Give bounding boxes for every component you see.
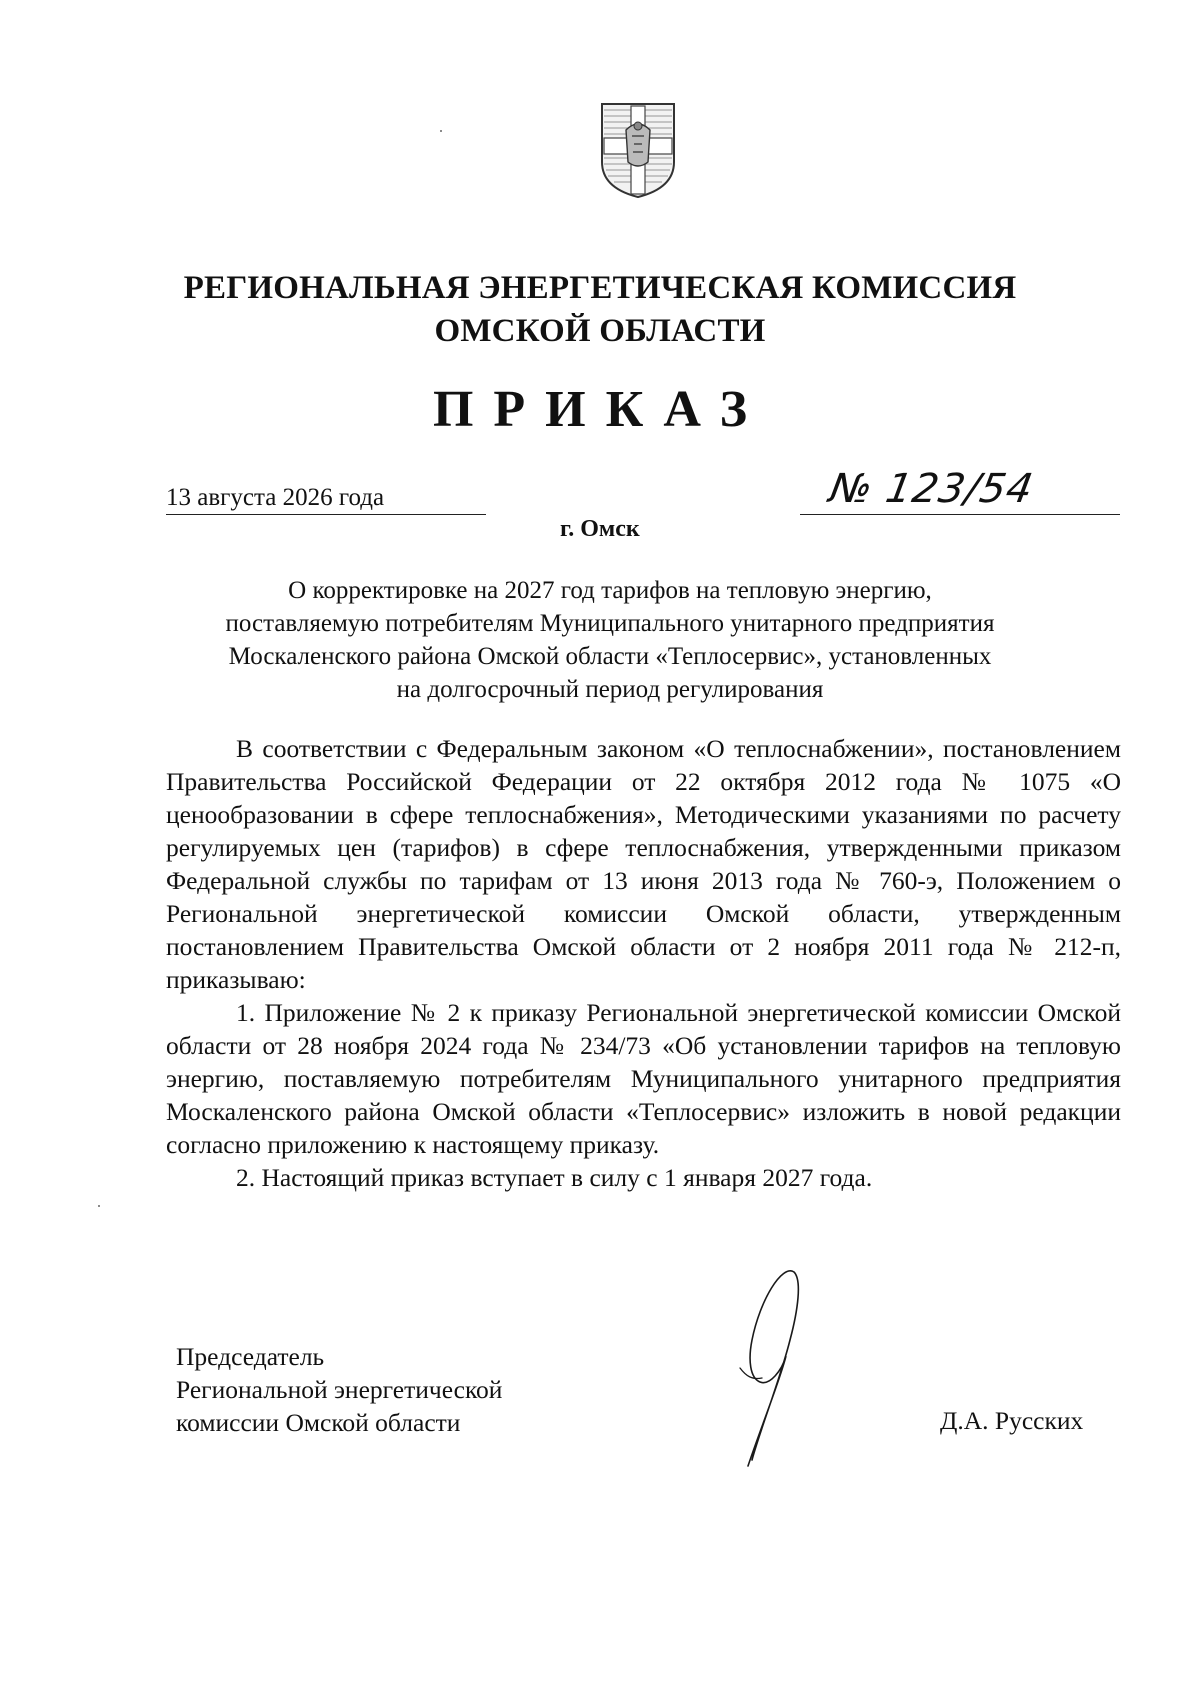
document-body — [166, 732, 1121, 1194]
scan-speck — [440, 130, 442, 132]
preamble-paragraph: В соответствии с Федеральным законом «О теплоснабжении», постановлением Правительства Российской Федерации от 22 октября 2012 года № 1075 «О ценообразовании в сфере теплоснабжения», Методическими указаниями по расчету регулируемых цен (тарифов) в сфере теплоснабжения, утвержденными приказом Федеральной службы по тарифам от 13 июня 2013 года № 760-э, Положением о Региональной энергетической комиссии Омской области, утвержденным постановлением Правительства Омской области от 2 ноября 2011 года № 212-п, приказываю: — [166, 734, 1121, 994]
signatory-position-line: Председатель — [176, 1342, 325, 1371]
subject-line: на долгосрочный период регулирования — [396, 676, 824, 703]
document-subject — [160, 574, 1060, 706]
document-date: 13 августа 2026 года — [166, 484, 385, 511]
subject-line: Москаленского района Омской области «Теплосервис», установленных — [228, 643, 992, 670]
organization-name-line-2: ОМСКОЙ ОБЛАСТИ — [434, 313, 766, 349]
signatory-position — [176, 1340, 502, 1439]
subject-line: О корректировке на 2027 год тарифов на тепловую энергию, — [288, 577, 932, 604]
document-type-title: ПРИКАЗ — [432, 381, 768, 438]
order-item-2: 2. Настоящий приказ вступает в силу с 1 января 2027 года. — [236, 1163, 873, 1192]
order-item-1: 1. Приложение № 2 к приказу Региональной энергетической комиссии Омской области от 28 ноября 2024 года № 234/73 «Об установлении тарифов на тепловую энергию, поставляемую потребителям Муниципального унитарного предприятия Москаленского района Омской области «Теплосервис» изложить в новой редакции согласно приложению к настоящему приказу. — [166, 998, 1121, 1159]
signatory-position-line: Региональной энергетической — [176, 1375, 503, 1404]
number-field — [800, 466, 1120, 515]
signatory-position-line: комиссии Омской области — [176, 1408, 461, 1437]
subject-line: поставляемую потребителям Муниципального унитарного предприятия — [225, 610, 995, 637]
organization-name-line-1: РЕГИОНАЛЬНАЯ ЭНЕРГЕТИЧЕСКАЯ КОМИССИЯ — [183, 270, 1017, 306]
date-field — [166, 478, 486, 515]
coat-of-arms-emblem — [598, 100, 678, 200]
document-city: г. Омск — [560, 516, 640, 542]
handwritten-signature — [690, 1260, 850, 1480]
document-number: № 123/54 — [825, 466, 1038, 512]
scan-speck — [98, 1205, 100, 1207]
signatory-name: Д.А. Русских — [940, 1406, 1084, 1435]
